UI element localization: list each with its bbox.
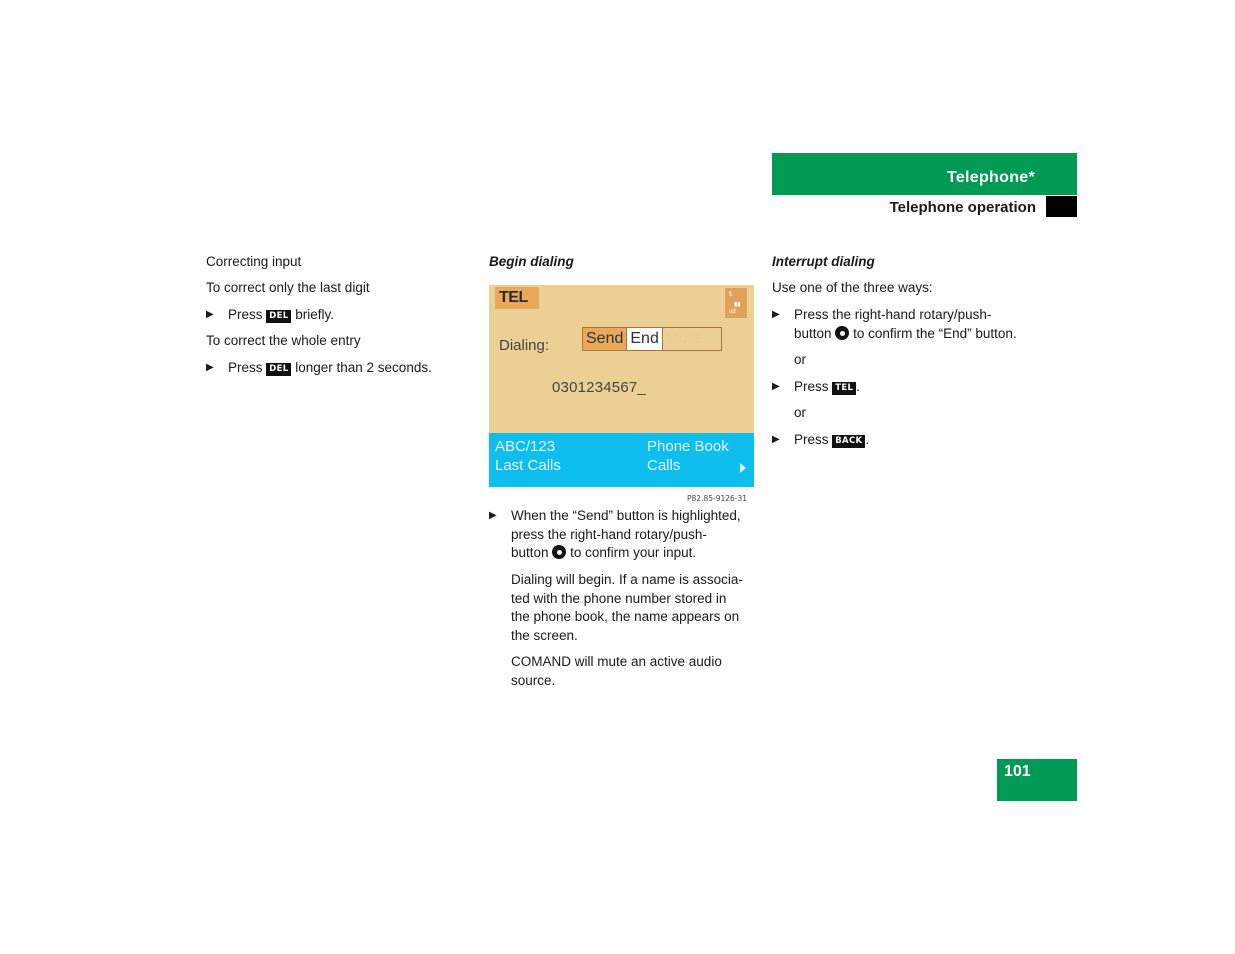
bullet-icon: ▶ <box>772 381 780 392</box>
dialing-note-line3: the phone book, the name appears on <box>511 609 740 624</box>
period: . <box>865 432 870 447</box>
rotary-knob-icon <box>552 545 566 559</box>
chapter-header <box>772 153 1077 195</box>
dialing-label: Dialing: <box>499 337 550 354</box>
screen-main-area <box>489 285 754 433</box>
send-instruction-line2: press the right-hand rotary/push- <box>511 527 707 542</box>
del-key-icon: DEL <box>266 363 291 376</box>
instruction-text: button <box>794 326 832 341</box>
interrupt-option1-line1: Press the right-hand rotary/push- <box>794 307 992 322</box>
dial-button-row <box>582 327 722 351</box>
signal-bars-icon: ▮▮ <box>734 302 741 308</box>
dialing-note-line2: ted with the phone number stored in <box>511 591 727 606</box>
chapter-title: Telephone* <box>946 169 1035 186</box>
dialed-number: 0301234567_ <box>552 379 646 396</box>
telephone-screen-image <box>489 285 754 487</box>
menu-arrow-right-icon <box>740 463 746 473</box>
subheading-last-digit: To correct only the last digit <box>206 280 370 295</box>
instruction-text: button <box>511 545 549 560</box>
section-marker <box>1046 196 1077 217</box>
section-title <box>772 196 1046 217</box>
mute-note-line2: source. <box>511 673 556 688</box>
tel-key-icon: TEL <box>832 382 856 395</box>
or-separator: or <box>794 352 807 367</box>
begin-dialing-heading: Begin dialing <box>489 254 574 269</box>
dialing-note-line4: the screen. <box>511 628 578 643</box>
section-title-text: Telephone operation <box>889 199 1036 216</box>
bullet-icon: ▶ <box>772 434 780 445</box>
bullet-icon: ▶ <box>206 362 214 373</box>
menu-calls: Calls <box>647 457 681 474</box>
bullet-icon: ▶ <box>772 309 780 320</box>
press-text: Press <box>228 360 263 375</box>
press-text: Press <box>228 307 263 322</box>
correcting-input-heading: Correcting input <box>206 254 302 269</box>
figure-code: P82.85-9126-31 <box>687 494 748 503</box>
page-number: 101 <box>1004 763 1031 780</box>
interrupt-option3 <box>794 430 869 449</box>
period: . <box>856 379 860 394</box>
instruction-text: briefly. <box>295 307 334 322</box>
signal-label: ud <box>729 309 736 315</box>
end-button: End <box>627 328 662 350</box>
send-instruction-line1: When the “Send” button is highlighted, <box>511 508 741 523</box>
or-separator: or <box>794 405 807 420</box>
press-text: Press <box>794 432 829 447</box>
screen-menu-bar <box>489 433 754 487</box>
signal-value: 5 <box>729 292 733 298</box>
interrupt-dialing-heading: Interrupt dialing <box>772 254 875 269</box>
mute-note-line1: COMAND will mute an active audio <box>511 654 722 669</box>
back-key-icon: BACK <box>832 435 865 448</box>
instruction-text: longer than 2 seconds. <box>295 360 432 375</box>
bullet-icon: ▶ <box>206 309 214 320</box>
instruction-text: to confirm your input. <box>570 545 697 560</box>
menu-abc123: ABC/123 <box>495 438 556 455</box>
menu-last-calls: Last Calls <box>495 457 561 474</box>
del-key-icon: DEL <box>266 310 291 323</box>
mute-button: Mute <box>665 330 702 347</box>
tel-tag: TEL <box>495 287 539 309</box>
send-instruction-line3 <box>511 543 696 562</box>
instruction-text: to confirm the “End” button. <box>853 326 1017 341</box>
subheading-whole-entry: To correct the whole entry <box>206 333 361 348</box>
page-number-box <box>997 759 1077 801</box>
menu-phone-book: Phone Book <box>647 438 729 455</box>
dialing-note-line1: Dialing will begin. If a name is associa- <box>511 572 743 587</box>
interrupt-option2 <box>794 377 860 396</box>
instruction-del-brief <box>228 305 334 324</box>
signal-strength-icon <box>725 288 747 318</box>
interrupt-intro: Use one of the three ways: <box>772 280 933 295</box>
send-button: Send <box>583 328 627 350</box>
instruction-del-long <box>228 358 432 377</box>
press-text: Press <box>794 379 829 394</box>
interrupt-option1-line2 <box>794 324 1017 343</box>
rotary-knob-icon <box>835 326 849 340</box>
bullet-icon: ▶ <box>489 510 497 521</box>
